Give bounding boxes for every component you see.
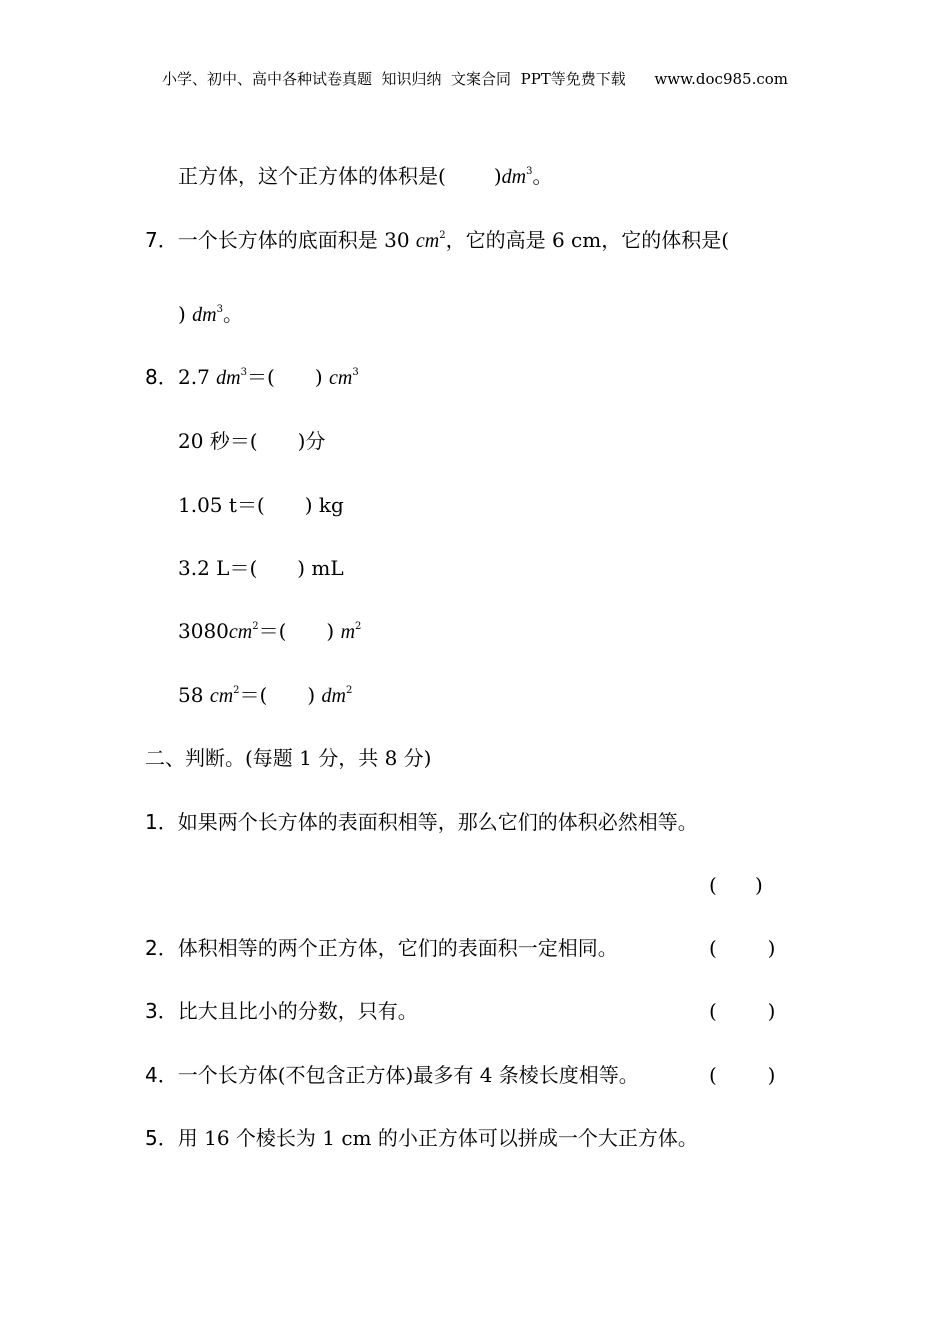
- judge-number: 2．: [145, 936, 178, 960]
- section-2-title: 二、判断。(每题 1 分，共 8 分): [145, 746, 432, 770]
- judge-text: 体积相等的两个正方体，它们的表面积一定相同。: [177, 936, 618, 960]
- q6-unit: dm: [501, 166, 527, 188]
- judge-number: 4．: [145, 1063, 178, 1087]
- question-7: [145, 230, 729, 251]
- q8-item: 1.05 t＝( ) kg: [178, 493, 344, 517]
- q6-continuation: [178, 166, 552, 187]
- answer-paren[interactable]: ( ): [709, 873, 763, 897]
- header-site: www.doc985.com: [654, 70, 788, 88]
- q6-text: 正方体，这个正方体的体积是(: [178, 164, 446, 188]
- q7-unit-2: dm: [192, 304, 217, 326]
- judge-question-2: [145, 938, 618, 958]
- judge-number: 1．: [145, 810, 178, 834]
- judge-text: 比大且比小的分数，只有。: [177, 999, 418, 1023]
- judge-number: 3．: [145, 999, 178, 1023]
- q7-exp-1: 2: [439, 230, 446, 241]
- q6-end: 。: [532, 164, 553, 188]
- answer-paren[interactable]: ( ): [709, 936, 776, 960]
- q6-close-paren: ): [493, 164, 502, 188]
- judge-number: 5．: [145, 1126, 178, 1150]
- page-header: [0, 68, 950, 89]
- q7-end: 。: [223, 302, 243, 326]
- judge-question-3: [145, 1001, 418, 1021]
- question-8-number-holder: [145, 367, 178, 387]
- q8-item: 58 $cm^2=$( ) $dm^2$: [178, 683, 353, 707]
- judge-text: 如果两个长方体的表面积相等，那么它们的体积必然相等。: [177, 810, 698, 834]
- judge-question-1: [145, 812, 698, 832]
- q7-unit-1: cm: [415, 230, 440, 252]
- q7-text-1: 一个长方体的底面积是 30: [177, 228, 416, 252]
- judge-question-5: [145, 1128, 698, 1148]
- answer-paren[interactable]: ( ): [709, 999, 776, 1023]
- question-7-answer-line: [178, 304, 243, 325]
- q8-item: $3080cm^2=$( ) $m^2$: [178, 619, 362, 643]
- judge-text: 一个长方体(不包含正方体)最多有 4 条棱长度相等。: [177, 1063, 639, 1087]
- q7-number: 7．: [145, 228, 178, 252]
- q6-exp: 3: [526, 166, 533, 177]
- q8-item: 20 秒＝( )分: [178, 429, 326, 453]
- header-text: 小学、初中、高中各种试卷真题 知识归纳 文案合同 PPT等免费下载: [161, 70, 626, 88]
- q7-close-paren: ): [178, 302, 186, 326]
- judge-question-4: [145, 1065, 639, 1085]
- q8-item: 2.7 $dm^3=$( ) $cm^3$: [178, 365, 359, 389]
- q7-text-2: ，它的高是 6 cm，它的体积是(: [445, 228, 730, 252]
- judge-text: 用 16 个棱长为 1 cm 的小正方体可以拼成一个大正方体。: [177, 1126, 698, 1150]
- q8-item: 3.2 L＝( ) mL: [178, 556, 344, 580]
- q8-number: 8．: [145, 365, 178, 389]
- answer-paren[interactable]: ( ): [709, 1063, 776, 1087]
- q7-exp-2: 3: [216, 304, 223, 315]
